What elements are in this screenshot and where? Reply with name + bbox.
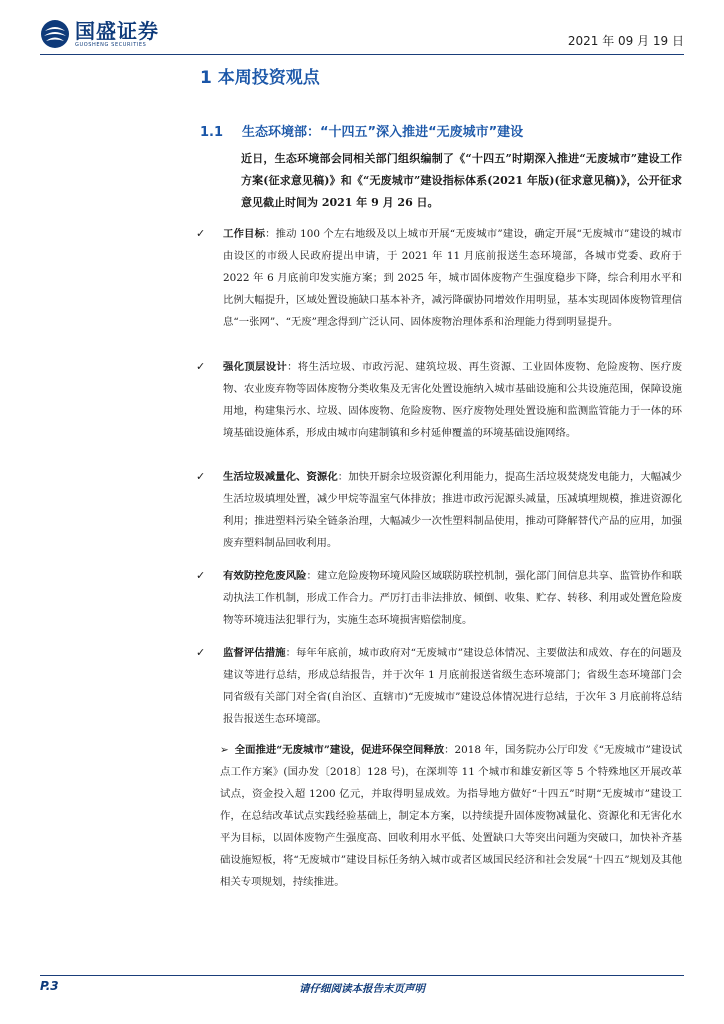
bullet-lead: 生活垃圾减量化、资源化 xyxy=(223,471,338,483)
bullet-lead: 有效防控危废风险 xyxy=(223,570,307,582)
logo-name-en: GUOSHENG SECURITIES xyxy=(75,41,147,48)
disclaimer-note: 请仔细阅读本报告末页声明 xyxy=(299,983,425,995)
arrow-bullet-icon: ➢ xyxy=(220,744,229,756)
section-title: 1 本周投资观点 xyxy=(200,68,320,88)
bullet-text: ：每年年底前，城市政府对“无废城市”建设总体情况、主要做法和成效、存在的问题及建议等进行总结，形成总结报告，并于次年 1 月底前报送省级生态环境部门；省级生态环境部门会同省级有关部门对全省(自治区、直辖市)“无废城市”建设总体情况进行总结，于次年 3 月底前将总结报告报送生态环境部。 xyxy=(223,647,682,725)
bullet-item-garbage-reduction xyxy=(196,466,682,554)
logo-name-cn: 国盛证券 xyxy=(75,18,159,43)
bullet-text: ：推动 100 个左右地级及以上城市开展“无废城市”建设，确定开展“无废城市”建设的城市由设区的市级人民政府提出申请，于 2021 年 11 月底前报送生态环境部，各城市党委、政府于 2022 年 6 月底前印发实施方案；到 2025 年，城市固体废物产生强度稳步下降，综合利用水平和比例大幅提升，区域处置设施缺口基本补齐，减污降碳协同增效作用明显，基本实现固体废物管理信息“一张网”、“无废”理念得到广泛认同、固体废物治理体系和治理能力得到明显提升。 xyxy=(223,228,683,328)
checkmark-icon: ✓ xyxy=(196,360,206,373)
bullet-text: ：将生活垃圾、市政污泥、建筑垃圾、再生资源、工业固体废物、危险废物、医疗废物、农业废弃物等固体废物分类收集及无害化处置设施纳入城市基础设施和公共设施范围，保障设施用地，构建集污水、垃圾、固体废物、危险废物、医疗废物处理处置设施和监测监管能力于一体的环境基础设施体系，形成由城市向建制镇和乡村延伸覆盖的环境基础设施网络。 xyxy=(223,361,683,439)
conclusion-paragraph xyxy=(220,739,682,893)
bullet-text: ：加快开厨余垃圾资源化利用能力，提高生活垃圾焚烧发电能力，大幅减少生活垃圾填埋处置，减少甲烷等温室气体排放；推进市政污泥源头减量，压减填埋规模，推进资源化利用；推进塑料污染全链条治理，大幅减少一次性塑料制品使用，推动可降解替代产品的应用，加强废弃塑料制品回收利用。 xyxy=(223,471,683,549)
bullet-item-work-goal xyxy=(196,223,682,333)
bullet-lead: 强化顶层设计 xyxy=(223,361,288,373)
bullet-lead: 工作目标 xyxy=(223,228,266,240)
checkmark-icon: ✓ xyxy=(196,569,206,582)
logo-emblem-icon xyxy=(40,19,70,49)
page-header xyxy=(40,16,684,56)
footer-divider xyxy=(40,975,684,976)
bullet-item-top-design xyxy=(196,356,682,444)
checkmark-icon: ✓ xyxy=(196,646,206,659)
checkmark-icon: ✓ xyxy=(196,227,206,240)
logo-text xyxy=(75,20,159,49)
report-date: 2021 年 09 月 19 日 xyxy=(567,34,684,48)
bullet-text: ：建立危险废物环境风险区域联防联控机制，强化部门间信息共享、监管协作和联动执法工作机制，形成工作合力。严厉打击非法排放、倾倒、收集、贮存、转移、利用或处置危险废物等环境违法犯罪行为，实施生态环境损害赔偿制度。 xyxy=(223,570,683,626)
header-divider xyxy=(40,54,684,55)
conclusion-text: ：2018 年，国务院办公厅印发《“无废城市”建设试点工作方案》(国办发〔2018〕128 号)，在深圳等 11 个城市和雄安新区等 5 个特殊地区开展改革试点，资金投入超 1200 亿元，并取得明显成效。为指导地方做好“十四五”时期“无废城市”建设工作，在总结改革试点实践经验基础上，制定本方案，以持续提升固体废物减量化、资源化和无害化水平为目标，以固体废物产生强度高、回收利用水平低、处置缺口大等突出问题为突破口，加快补齐基础设施短板，将“无废城市”建设目标任务纳入城市或者区域国民经济和社会发展“十四五”规划及其他相关专项规划，持续推进。 xyxy=(220,744,683,888)
bullet-item-hazardous-waste xyxy=(196,565,682,631)
subsection-title: 生态环境部：“十四五”深入推进“无废城市”建设 xyxy=(242,125,524,140)
subsection-heading xyxy=(200,121,523,140)
conclusion-lead: 全面推进“无废城市”建设，促进环保空间释放 xyxy=(234,744,445,756)
company-logo xyxy=(40,16,159,52)
bullet-lead: 监督评估措施 xyxy=(223,647,286,659)
intro-paragraph: 近日，生态环境部会同相关部门组织编制了《“十四五”时期深入推进“无废城市”建设工作方案(征求意见稿)》和《“无废城市”建设指标体系(2021 年版)(征求意见稿)》，公开征求意见截止时间为 2021 年 9 月 26 日。 xyxy=(241,152,682,209)
checkmark-icon: ✓ xyxy=(196,470,206,483)
subsection-number: 1.1 xyxy=(200,125,224,140)
bullet-item-supervision xyxy=(196,642,682,730)
page-number: P.3 xyxy=(40,979,59,993)
